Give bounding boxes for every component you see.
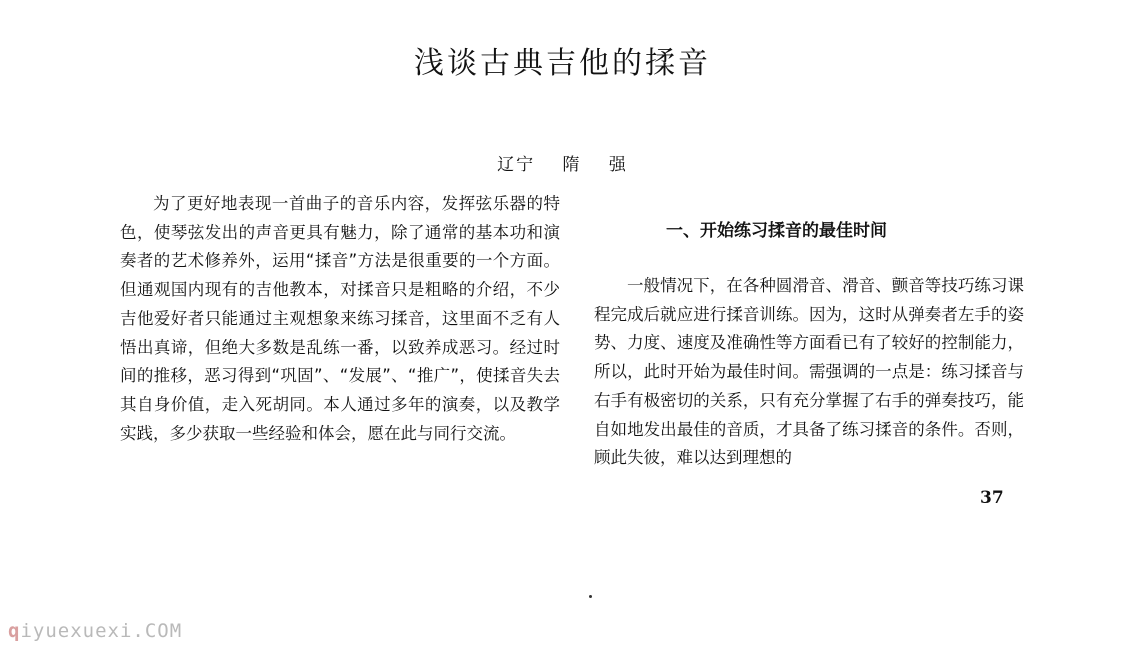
right-column (594, 272, 1024, 473)
left-column (120, 190, 560, 448)
scan-speck (589, 595, 592, 598)
section-heading: 一、开始练习揉音的最佳时间 (666, 221, 887, 241)
article-title: 浅谈古典吉他的揉音 (414, 46, 711, 81)
section-paragraph: 一般情况下，在各种圆滑音、滑音、颤音等技巧练习课程完成后就应进行揉音训练。因为，这时从弹奏者左手的姿势、力度、速度及准确性等方面看已有了较好的控制能力，所以，此时开始为最佳时间。需强调的一点是：练习揉音与右手有极密切的关系，只有充分掌握了右手的弹奏技巧，能自如地发出最佳的音质，才具备了练习揉音的条件。否则，顾此失彼，难以达到理想的 (594, 276, 1024, 468)
site-watermark (8, 620, 182, 642)
page-number: 37 (980, 488, 1004, 508)
intro-paragraph: 为了更好地表现一首曲子的音乐内容，发挥弦乐器的特色，使琴弦发出的声音更具有魅力，除了通常的基本功和演奏者的艺术修养外，运用“揉音”方法是很重要的一个方面。但通观国内现有的吉他教本，对揉音只是粗略的介绍，不少吉他爱好者只能通过主观想象来练习揉音，这里面不乏有人悟出真谛，但绝大多数是乱练一番，以致养成恶习。经过时间的推移，恶习得到“巩固”、“发展”、“推广”，使揉音失去其自身价值，走入死胡同。本人通过多年的演奏，以及教学实践，多少获取一些经验和体会，愿在此与同行交流。 (120, 194, 560, 443)
watermark-text: iyuexuexi.COM (20, 620, 183, 642)
watermark-logo-letter: q (8, 620, 21, 642)
author-line: 辽宁 隋 强 (497, 155, 628, 175)
